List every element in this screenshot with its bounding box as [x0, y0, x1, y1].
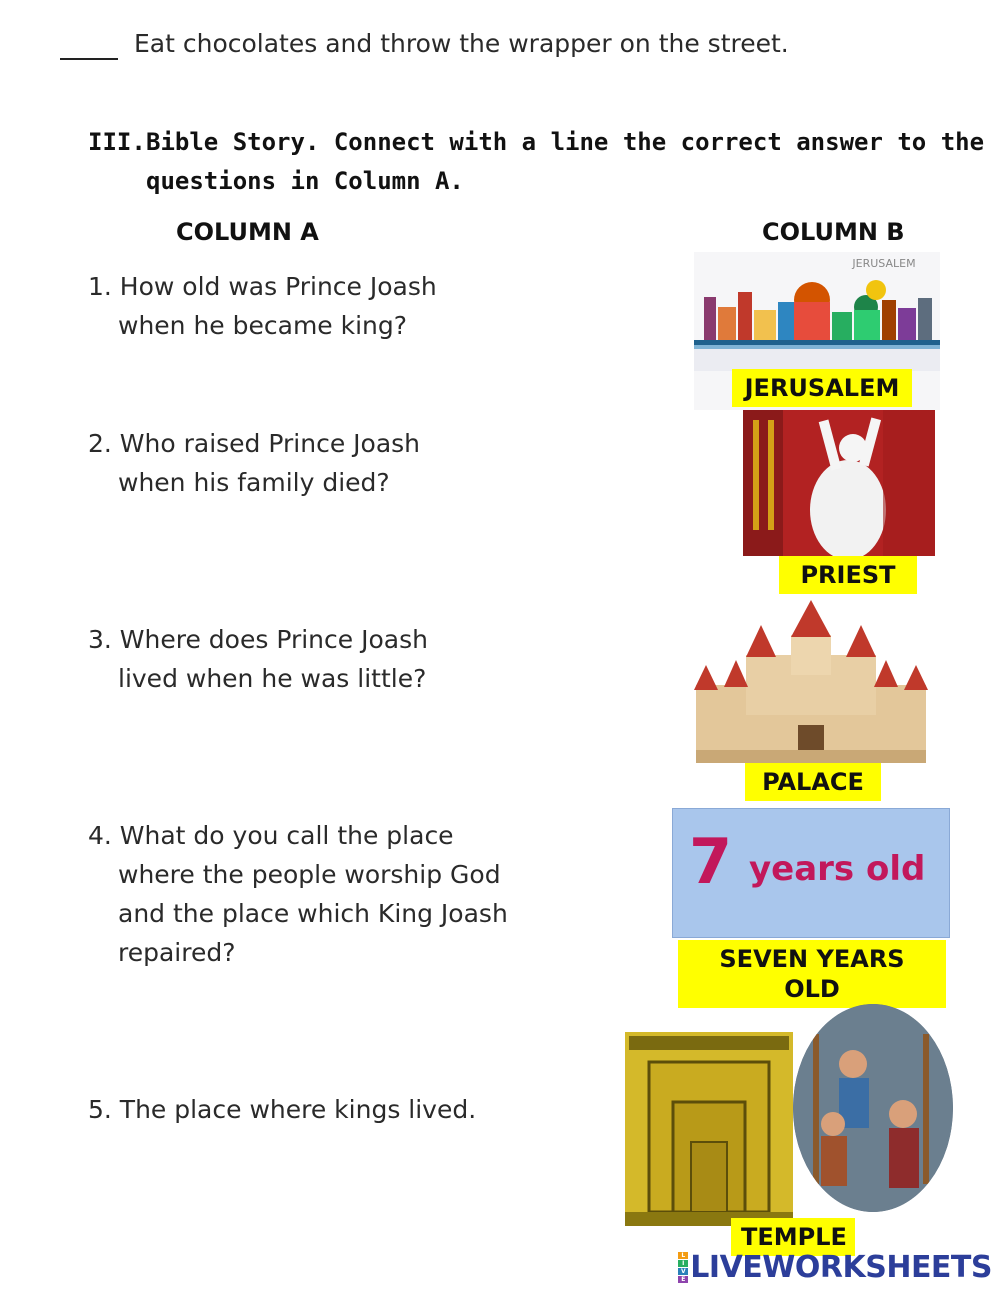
answer-priest-label[interactable]: PRIEST [779, 556, 917, 594]
question-1 [88, 267, 437, 345]
question-line: lived when he was little? [118, 664, 427, 693]
seven-years-image[interactable] [672, 808, 950, 938]
question-line: and the place which King Joash [118, 899, 508, 928]
palace-illustration [676, 595, 946, 763]
column-b-header: COLUMN B [762, 218, 905, 246]
question-3 [88, 620, 428, 698]
question-5 [88, 1090, 476, 1129]
answer-blank[interactable] [60, 58, 118, 60]
question-line: where the people worship God [118, 860, 501, 889]
question-line: 1. How old was Prince Joash [88, 272, 437, 301]
question-4 [88, 816, 508, 972]
question-2 [88, 424, 420, 502]
logo-text: LIVEWORKSHEETS [690, 1250, 992, 1285]
section-instruction: Bible Story. Connect with a line the correct answer to the [146, 128, 985, 156]
answer-temple-label[interactable]: TEMPLE [731, 1218, 855, 1256]
section-instruction-cont: questions in Column A. [146, 167, 464, 195]
question-line: 4. What do you call the place [88, 821, 454, 850]
answer-seven-label[interactable]: SEVEN YEARS OLD [678, 940, 946, 1008]
temple-building-image[interactable] [625, 1032, 793, 1226]
answer-jerusalem-label[interactable]: JERUSALEM [732, 369, 912, 407]
temple-workers-illustration [793, 1004, 953, 1212]
liveworksheets-logo [678, 1250, 992, 1285]
priest-image[interactable] [743, 410, 935, 556]
question-line: when his family died? [118, 468, 390, 497]
question-line: when he became king? [118, 311, 408, 340]
section-numeral: III. [88, 128, 146, 156]
question-line: 5. The place where kings lived. [88, 1095, 477, 1124]
answer-palace-label[interactable]: PALACE [745, 763, 881, 801]
palace-image[interactable] [676, 595, 946, 763]
seven-text: years old [749, 849, 926, 889]
jerusalem-caption: JERUSALEM [852, 257, 916, 270]
temple-workers-image[interactable] [793, 1004, 953, 1212]
question-line: 2. Who raised Prince Joash [88, 429, 421, 458]
priest-illustration [743, 410, 935, 556]
column-a-header: COLUMN A [176, 218, 319, 246]
question-line: repaired? [118, 938, 236, 967]
seven-number: 7 [689, 825, 733, 898]
question-line: 3. Where does Prince Joash [88, 625, 428, 654]
logo-mark-icon: L I V E [678, 1252, 688, 1283]
item-text: Eat chocolates and throw the wrapper on the street. [134, 29, 789, 58]
temple-illustration [625, 1032, 793, 1226]
